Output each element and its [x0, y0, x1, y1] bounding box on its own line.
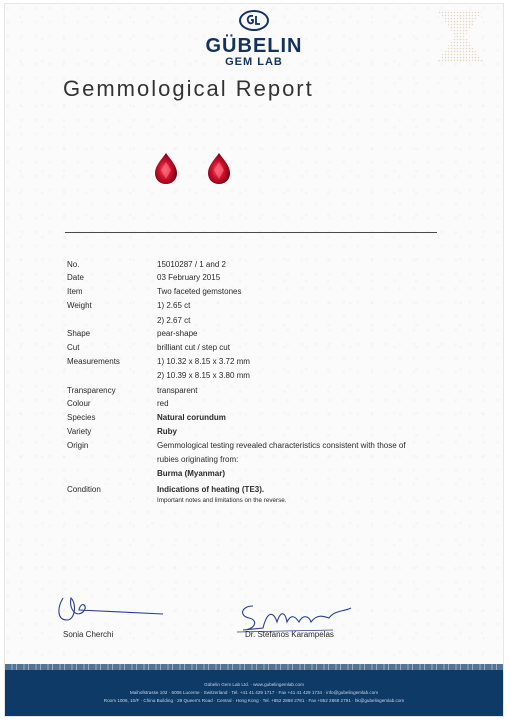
- detail-value: red: [157, 399, 169, 408]
- brand-name: GÜBELIN: [205, 35, 303, 57]
- detail-value: 2) 2.67 ct: [157, 316, 191, 325]
- footer: [5, 670, 503, 716]
- detail-value: Natural corundum: [157, 413, 226, 422]
- detail-value: Important notes and limitations on the reverse.: [157, 497, 287, 504]
- header-logo: [5, 10, 503, 69]
- detail-value: Indications of heating (TE3).: [157, 485, 265, 494]
- detail-value: transparent: [157, 386, 198, 395]
- detail-label: Species: [67, 413, 96, 422]
- detail-value: Burma (Myanmar): [157, 469, 226, 478]
- detail-value: 03 February 2015: [157, 273, 221, 282]
- gubelin-seal-icon: [239, 10, 269, 31]
- detail-label: Origin: [67, 441, 89, 450]
- detail-label: Transparency: [67, 386, 116, 395]
- detail-value: 15010287 / 1 and 2: [157, 260, 226, 269]
- watermark-pattern-icon: [435, 8, 485, 64]
- page-title: Gemmological Report: [63, 76, 314, 101]
- footer-stripe: [5, 664, 503, 670]
- detail-label: Shape: [67, 329, 91, 338]
- detail-label: Condition: [67, 485, 101, 494]
- detail-label: Cut: [67, 343, 80, 352]
- detail-value: Two faceted gemstones: [157, 287, 242, 296]
- footer-line-1: Gübelin Gem Lab Ltd. · www.gubelingemlab.com: [204, 682, 304, 687]
- detail-label: Measurements: [67, 357, 120, 366]
- detail-value: 1) 2.65 ct: [157, 301, 191, 310]
- brand-subtitle: GEM LAB: [225, 56, 283, 68]
- detail-value: brilliant cut / step cut: [157, 343, 230, 352]
- ruby-photos: [151, 152, 231, 186]
- detail-label: No.: [67, 260, 80, 269]
- detail-value: 2) 10.39 x 8.15 x 3.80 mm: [157, 371, 250, 380]
- detail-value: 1) 10.32 x 8.15 x 3.72 mm: [157, 357, 250, 366]
- signer-right-name: Dr. Stefanos Karampelas: [245, 630, 334, 639]
- signer-left-name: Sonia Cherchi: [63, 630, 114, 639]
- detail-value: Gemmological testing revealed characteristics consistent with those of: [157, 441, 406, 450]
- detail-label: Variety: [67, 427, 92, 436]
- detail-value: pear-shape: [157, 329, 198, 338]
- detail-label: Date: [67, 273, 84, 282]
- footer-line-2: Maihofstrasse 102 · 6006 Lucerne · Switzerland · Tel. +41 41 429 1717 · Fax +41 41 429 1734 · info@gubelingemlab.com: [129, 690, 379, 695]
- ruby-pear-icon: [155, 153, 177, 184]
- ruby-pear-icon: [208, 153, 230, 184]
- detail-label: Colour: [67, 399, 91, 408]
- detail-label: Weight: [67, 301, 92, 310]
- detail-value: rubies originating from:: [157, 455, 239, 464]
- divider: [65, 232, 437, 233]
- detail-value: Ruby: [157, 427, 177, 436]
- footer-line-3: Room 1006, 10/F · China Building · 29 Queen's Road · Central · Hong Kong · Tel. +852 2868 2781 · Fax +852 2868 2791 · hk@gubelingemlab.com: [103, 698, 405, 703]
- detail-label: Item: [67, 287, 83, 296]
- report-page: [4, 3, 504, 717]
- signature-sonia-cherchi: [53, 590, 173, 630]
